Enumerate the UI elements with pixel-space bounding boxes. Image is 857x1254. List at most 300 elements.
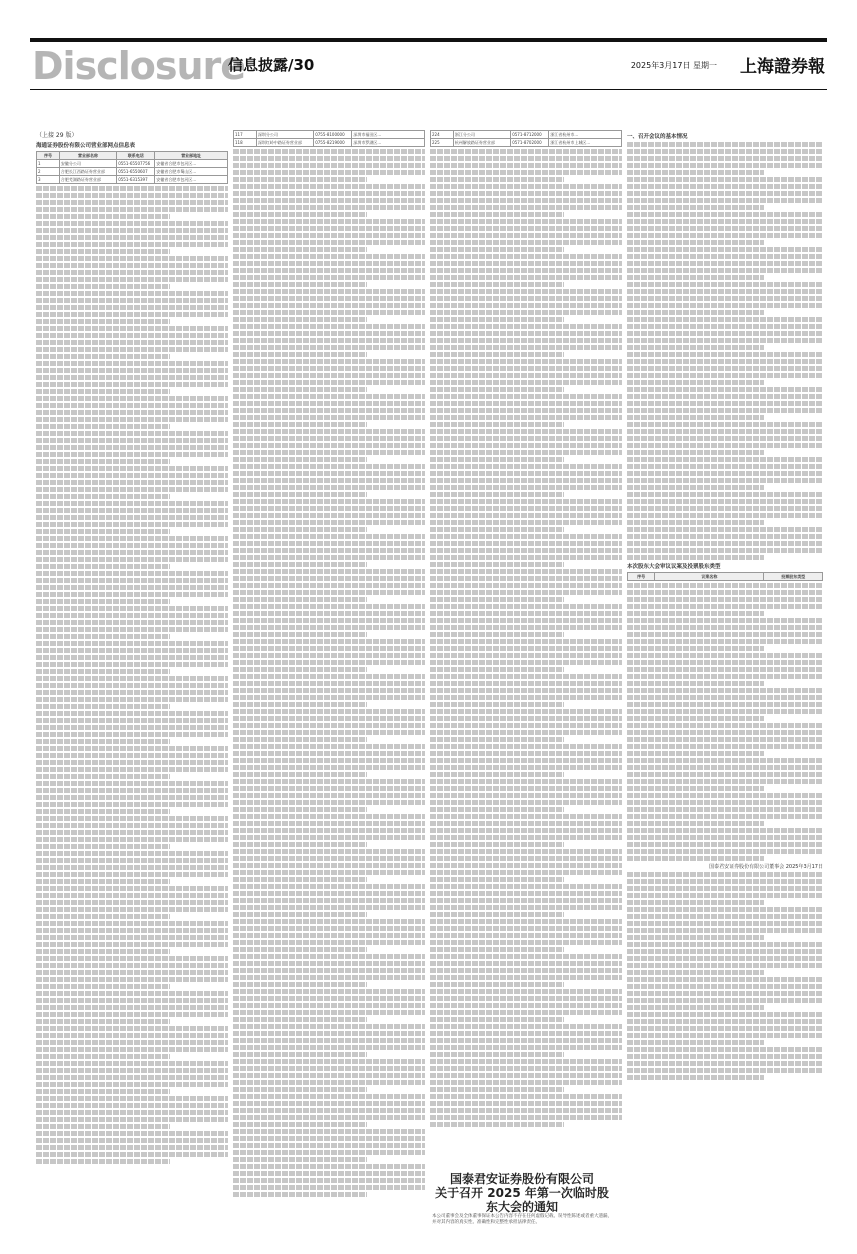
text-line xyxy=(233,198,425,203)
text-line xyxy=(36,627,228,632)
newspaper-name: 上海證券報 xyxy=(740,57,825,77)
text-line xyxy=(430,968,622,973)
listing-column-2 xyxy=(233,130,425,1235)
text-line xyxy=(627,492,823,497)
text-line xyxy=(36,879,170,884)
text-line xyxy=(233,1087,367,1092)
text-line xyxy=(627,205,764,210)
text-line xyxy=(36,494,170,499)
text-line xyxy=(233,562,367,567)
branch-table-continued xyxy=(430,130,622,147)
text-line xyxy=(36,319,170,324)
text-line xyxy=(36,403,228,408)
text-line xyxy=(627,800,823,805)
text-line xyxy=(36,935,228,940)
text-line xyxy=(233,205,425,210)
text-line xyxy=(36,235,228,240)
text-line xyxy=(627,632,823,637)
table-header: 议案名称 xyxy=(655,573,764,581)
text-line xyxy=(430,723,622,728)
text-line xyxy=(430,779,622,784)
text-line xyxy=(430,737,564,742)
text-line xyxy=(233,583,425,588)
table-cell: 合肥芜湖路证券营业部 xyxy=(59,176,116,184)
text-line xyxy=(430,506,622,511)
text-line xyxy=(430,289,622,294)
text-line xyxy=(36,690,228,695)
text-line xyxy=(430,807,564,812)
text-line xyxy=(233,842,367,847)
text-line xyxy=(36,298,228,303)
text-line xyxy=(627,893,823,898)
text-line xyxy=(233,716,425,721)
text-line xyxy=(233,688,425,693)
text-line xyxy=(430,653,622,658)
text-line xyxy=(430,975,622,980)
text-line xyxy=(233,1010,425,1015)
text-line xyxy=(627,653,823,658)
text-line xyxy=(627,408,823,413)
listing-column-1 xyxy=(36,130,228,1235)
text-line xyxy=(430,1031,622,1036)
notice-title: 关于召开 2025 年第一次临时股东大会的通知 xyxy=(435,1186,609,1214)
table-cell: 0551-6550607 xyxy=(117,168,155,176)
table-cell: 浙江省杭州市上城区... xyxy=(549,139,622,147)
text-line xyxy=(233,1108,425,1113)
text-line xyxy=(36,536,228,541)
text-line xyxy=(36,725,228,730)
text-line xyxy=(36,1040,228,1045)
text-line xyxy=(233,898,425,903)
listing-title: 海通证券股份有限公司营业部网点信息表 xyxy=(36,143,136,149)
text-line xyxy=(627,1026,823,1031)
table-cell: 0551-65507756 xyxy=(117,160,155,168)
text-line xyxy=(233,548,425,553)
text-line xyxy=(430,345,622,350)
text-line xyxy=(36,893,228,898)
text-line xyxy=(233,163,425,168)
text-line xyxy=(233,933,425,938)
text-line xyxy=(233,765,425,770)
table-cell: 浙江分公司 xyxy=(453,131,510,139)
text-line xyxy=(233,1080,425,1085)
text-line xyxy=(233,212,367,217)
text-line xyxy=(627,1019,823,1024)
text-line xyxy=(36,760,228,765)
text-line xyxy=(430,940,622,945)
text-line xyxy=(430,1059,622,1064)
text-line xyxy=(233,905,425,910)
text-line xyxy=(430,730,622,735)
text-line xyxy=(627,478,823,483)
text-line xyxy=(430,877,564,882)
text-line xyxy=(627,387,823,392)
text-line xyxy=(233,499,425,504)
text-line xyxy=(627,681,764,686)
text-line xyxy=(627,352,823,357)
text-line xyxy=(36,963,228,968)
text-line xyxy=(430,380,622,385)
text-line xyxy=(233,1129,425,1134)
text-line xyxy=(233,1031,425,1036)
text-line xyxy=(627,429,823,434)
text-line xyxy=(36,823,228,828)
text-line xyxy=(627,296,823,301)
text-line xyxy=(36,347,228,352)
text-line xyxy=(430,611,622,616)
text-line xyxy=(233,1150,425,1155)
text-line xyxy=(233,639,425,644)
text-line xyxy=(627,338,823,343)
text-line xyxy=(627,310,764,315)
text-line xyxy=(627,471,823,476)
text-line xyxy=(233,408,425,413)
text-line xyxy=(233,345,425,350)
text-line xyxy=(36,578,228,583)
text-line xyxy=(233,1115,425,1120)
text-line xyxy=(627,667,823,672)
text-line xyxy=(36,1089,170,1094)
text-line xyxy=(36,249,170,254)
text-line xyxy=(233,520,425,525)
text-line xyxy=(627,625,823,630)
text-line xyxy=(36,767,228,772)
text-line xyxy=(627,380,764,385)
notice-text-filler xyxy=(627,583,823,861)
text-line xyxy=(36,592,228,597)
text-line xyxy=(627,163,823,168)
text-line xyxy=(36,214,170,219)
text-line xyxy=(627,772,823,777)
text-line xyxy=(627,170,764,175)
text-line xyxy=(627,359,823,364)
text-line xyxy=(36,1005,228,1010)
table-cell: 117 xyxy=(234,131,257,139)
text-line xyxy=(36,914,170,919)
text-line xyxy=(36,207,228,212)
text-line xyxy=(36,1075,228,1080)
text-line xyxy=(430,576,622,581)
masthead-top-rule xyxy=(30,38,827,42)
text-line xyxy=(233,1171,425,1176)
text-line xyxy=(36,445,228,450)
text-line xyxy=(430,849,622,854)
text-line xyxy=(36,193,228,198)
text-line xyxy=(36,312,228,317)
text-line xyxy=(233,597,367,602)
text-line xyxy=(430,632,564,637)
text-line xyxy=(430,1073,622,1078)
text-line xyxy=(233,317,367,322)
text-line xyxy=(627,604,823,609)
text-line xyxy=(430,170,622,175)
text-line xyxy=(430,989,622,994)
table-cell: 2 xyxy=(37,168,60,176)
text-line xyxy=(627,744,823,749)
text-line xyxy=(627,597,823,602)
table-row xyxy=(234,139,425,147)
text-line xyxy=(627,534,823,539)
text-line xyxy=(233,240,425,245)
text-line xyxy=(233,849,425,854)
text-line xyxy=(233,660,425,665)
text-line xyxy=(430,751,622,756)
text-line xyxy=(430,583,622,588)
text-line xyxy=(430,912,564,917)
text-line xyxy=(627,914,823,919)
text-line xyxy=(36,1012,228,1017)
text-line xyxy=(36,543,228,548)
text-line xyxy=(627,835,823,840)
text-line xyxy=(627,1054,823,1059)
text-line xyxy=(36,417,228,422)
text-line xyxy=(233,1122,367,1127)
text-line xyxy=(233,247,367,252)
text-line xyxy=(430,464,622,469)
text-line xyxy=(430,996,622,1001)
text-line xyxy=(627,261,823,266)
text-line xyxy=(233,513,425,518)
text-line xyxy=(430,457,564,462)
text-line xyxy=(36,424,170,429)
text-line xyxy=(430,891,622,896)
text-line xyxy=(627,184,823,189)
text-line xyxy=(36,263,228,268)
text-line xyxy=(627,219,823,224)
text-line xyxy=(627,457,823,462)
text-line xyxy=(36,284,170,289)
text-line xyxy=(233,611,425,616)
text-line xyxy=(36,1082,228,1087)
text-line xyxy=(233,779,425,784)
text-line xyxy=(233,422,367,427)
text-line xyxy=(627,935,764,940)
notice-company: 国泰君安证券股份有限公司 xyxy=(449,1172,594,1186)
text-line xyxy=(36,354,170,359)
section-wordmark: Disclosure xyxy=(32,44,246,88)
text-line xyxy=(36,697,228,702)
text-line xyxy=(36,1117,228,1122)
text-line xyxy=(430,317,564,322)
text-line xyxy=(36,977,228,982)
text-line xyxy=(36,508,228,513)
text-line xyxy=(36,886,228,891)
text-line xyxy=(627,828,823,833)
continued-note: （上接 29 版） xyxy=(36,132,78,139)
text-line xyxy=(627,226,823,231)
text-line xyxy=(627,856,764,861)
text-line xyxy=(233,1038,425,1043)
text-line xyxy=(233,961,425,966)
text-line xyxy=(627,247,823,252)
table-header: 序号 xyxy=(37,152,60,160)
text-line xyxy=(36,1110,228,1115)
text-line xyxy=(36,1068,228,1073)
text-line xyxy=(627,674,823,679)
text-line xyxy=(430,1052,564,1057)
text-line xyxy=(627,443,823,448)
text-line xyxy=(430,793,622,798)
text-line xyxy=(233,1059,425,1064)
text-line xyxy=(233,702,367,707)
text-line xyxy=(430,765,622,770)
text-line xyxy=(430,254,622,259)
text-line xyxy=(233,674,425,679)
text-line xyxy=(233,289,425,294)
text-line xyxy=(36,809,170,814)
text-line xyxy=(36,991,228,996)
text-line xyxy=(430,947,564,952)
text-line xyxy=(430,954,622,959)
text-line xyxy=(233,968,425,973)
meeting-notice xyxy=(432,1172,612,1226)
text-line xyxy=(36,753,228,758)
text-line xyxy=(430,898,622,903)
text-line xyxy=(233,772,367,777)
text-line xyxy=(233,450,425,455)
table-cell: 1 xyxy=(37,160,60,168)
text-line xyxy=(36,256,228,261)
text-line xyxy=(233,471,425,476)
text-line xyxy=(36,641,228,646)
text-line xyxy=(430,639,622,644)
text-line xyxy=(627,324,823,329)
text-line xyxy=(627,541,823,546)
text-line xyxy=(233,926,425,931)
text-line xyxy=(430,863,622,868)
text-line xyxy=(36,781,228,786)
text-line xyxy=(430,1080,622,1085)
text-line xyxy=(627,268,823,273)
text-line xyxy=(233,394,425,399)
text-line xyxy=(430,240,622,245)
text-line xyxy=(627,513,823,518)
text-line xyxy=(430,1101,622,1106)
text-line xyxy=(627,212,823,217)
text-line xyxy=(233,947,367,952)
text-line xyxy=(36,998,228,1003)
text-line xyxy=(627,886,823,891)
text-line xyxy=(36,270,228,275)
text-line xyxy=(430,1122,564,1127)
text-line xyxy=(36,872,228,877)
text-line xyxy=(36,431,228,436)
agenda-table xyxy=(627,572,823,581)
text-line xyxy=(627,879,823,884)
table-row xyxy=(37,176,228,184)
text-line xyxy=(627,527,823,532)
text-line xyxy=(233,856,425,861)
table-cell: 0755-8100000 xyxy=(314,131,352,139)
text-line xyxy=(233,254,425,259)
text-line xyxy=(233,723,425,728)
text-line xyxy=(233,569,425,574)
text-line xyxy=(233,828,425,833)
text-line xyxy=(36,858,228,863)
text-line xyxy=(430,513,622,518)
text-line xyxy=(233,786,425,791)
text-line xyxy=(233,373,425,378)
text-line xyxy=(233,590,425,595)
text-line xyxy=(627,872,823,877)
text-line xyxy=(430,548,622,553)
text-line xyxy=(233,975,425,980)
text-line xyxy=(233,695,425,700)
text-line xyxy=(233,191,425,196)
text-line xyxy=(627,1040,764,1045)
text-line xyxy=(430,296,622,301)
text-line xyxy=(36,487,228,492)
text-line xyxy=(627,970,764,975)
text-line xyxy=(627,156,823,161)
text-line xyxy=(430,184,622,189)
text-line xyxy=(36,340,228,345)
text-line xyxy=(36,277,228,282)
text-line xyxy=(627,907,823,912)
text-line xyxy=(233,646,425,651)
text-line xyxy=(233,1094,425,1099)
text-line xyxy=(36,221,228,226)
text-line xyxy=(430,597,564,602)
text-line xyxy=(430,443,622,448)
text-line xyxy=(233,800,425,805)
table-body-filler xyxy=(233,149,425,1197)
text-line xyxy=(627,942,823,947)
text-line xyxy=(627,723,823,728)
text-line xyxy=(233,338,425,343)
text-line xyxy=(36,900,228,905)
table-cell: 224 xyxy=(431,131,454,139)
text-line xyxy=(430,282,564,287)
table-header: 营业部名称 xyxy=(59,152,116,160)
text-line xyxy=(430,562,564,567)
text-line xyxy=(430,310,622,315)
text-line xyxy=(430,555,622,560)
text-line xyxy=(430,324,622,329)
text-line xyxy=(430,212,564,217)
text-line xyxy=(233,184,425,189)
notice-text-filler xyxy=(627,142,823,560)
text-line xyxy=(233,751,425,756)
text-line xyxy=(627,821,764,826)
text-line xyxy=(233,1136,425,1141)
text-line xyxy=(430,492,564,497)
text-line xyxy=(233,870,425,875)
text-line xyxy=(430,961,622,966)
text-line xyxy=(627,849,823,854)
table-header: 投票股东类型 xyxy=(764,573,823,581)
text-line xyxy=(36,599,170,604)
text-line xyxy=(627,590,823,595)
text-line xyxy=(36,473,228,478)
text-line xyxy=(233,1052,367,1057)
text-line xyxy=(36,928,228,933)
text-line xyxy=(430,1108,622,1113)
text-line xyxy=(430,828,622,833)
text-line xyxy=(430,1066,622,1071)
text-line xyxy=(430,261,622,266)
text-line xyxy=(627,282,823,287)
text-line xyxy=(430,485,622,490)
text-line xyxy=(430,919,622,924)
text-line xyxy=(627,1061,823,1066)
text-line xyxy=(36,669,170,674)
text-line xyxy=(627,702,823,707)
text-line xyxy=(430,338,622,343)
text-line xyxy=(233,219,425,224)
text-line xyxy=(430,373,622,378)
text-line xyxy=(627,949,823,954)
